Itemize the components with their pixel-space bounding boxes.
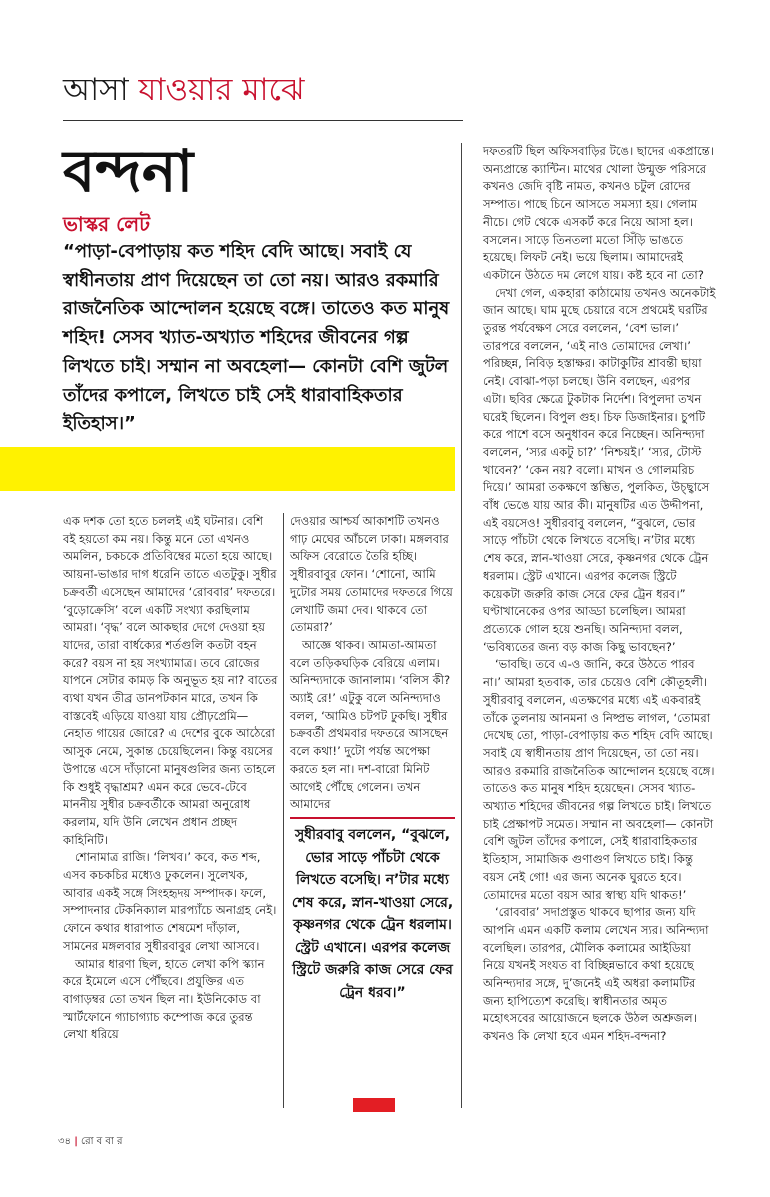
article-title: বন্দনা bbox=[63, 137, 194, 205]
paragraph: ‘ভাবছি। তবে এ-ও জানি, করে উঠতে পারব না।’ আমরা হতবাক, তার চেয়েও বেশি কৌতূহলী। সুধীরবাবু বললেন, এতক্ষণের মধ্যে এই একবারই তাঁকে তুলনায় আনমনা ও নিষ্প্রভ লাগল, ‘তোমরা দেখেছ তো, পাড়া-বেপাড়ায় কত শহিদ বেদি আছে। সবাই যে স্বাধীনতায় প্রাণ দিয়েছেন, তা তো নয়। আরও রকমারি রাজনৈতিক আন্দোলন হয়েছে বঙ্গে। তাতেও কত মানুষ শহিদ হয়েছেন। সেসব খ্যাত-অখ্যাত শহিদের জীবনের গল্প লিখতে চাই। লিখতে চাই প্রেক্ষাপট সমেত। সম্মান না অবহেলা— কোনটা বেশি জুটল তাঁদের কপালে, সেই ধারাবাহিকতার ইতিহাস, সামাজিক গুণাগুণ লিখতে চাই। কিন্তু বয়স নেই গো! এর জন্য অনেক ঘুরতে হবে। তোমাদের মতো বয়স আর স্বাস্থ্য যদি থাকত!’ bbox=[483, 657, 715, 902]
paragraph: আমার ধারণা ছিল, হাতে লেখা কপি স্ক্যান করে ইমেলে এসে পৌঁছবে। প্রযুক্তির এত বাগাড়ম্বর তো তখন ছিল না। ইউনিকোড বা স্মার্টফোনে গ্যাচাগ্যাচ কম্পোজ করে তুরন্ত লেখা ধরিয়ে bbox=[63, 956, 265, 1042]
pull-quote-rule bbox=[290, 817, 455, 819]
column-divider bbox=[461, 143, 462, 1108]
section-rule bbox=[63, 120, 463, 121]
article-deck: “পাড়া-বেপাড়ায় কত শহিদ বেদি আছে। সবাই যে স্বাধীনতায় প্রাণ দিয়েছেন তা তো নয়। আরও রকমারি রাজনৈতিক আন্দোলন হয়েছে বঙ্গে। তাতেও কত মানুষ শহিদ! সেসব খ্যাত-অখ্যাত শহিদের জীবনের গল্প লিখতে চাই। সম্মান না অবহেলা— কোনটা বেশি জুটল তাঁদের কপালে, লিখতে চাই সেই ধারাবাহিকতার ইতিহাস।” bbox=[63, 241, 450, 435]
paragraph: দফতরটি ছিল অফিসবাড়ির টঙে। ছাদের একপ্রান্তে। অন্যপ্রান্তে ক্যান্টিন। মাথের খোলা উন্মুক্ত পরিসরে কখনও জেদি বৃষ্টি নামত, কখনও চটুল রোদের সম্পাত। পাছে চিনে আসতে সমস্যা হয়। গেলাম নীচে। গেট থেকে এসকর্ট করে নিয়ে আসা হল। বসলেন। সাড়ে তিনতলা মতো সিঁড়ি ভাঙতে হয়েছে। লিফট নেই। ভয়ে ছিলাম। আমাদেরই একটানে উঠতে দম লেগে যায়। কষ্ট হবে না তো? bbox=[483, 144, 714, 282]
yellow-band bbox=[0, 447, 455, 491]
paragraph: ‘রোববার’ সদাপ্রস্তুত থাকবে ছাপার জন্য যদি আপনি এমন একটি কলাম লেখেন স্যর। অনিন্দ্যদা বলেছিল। তারপর, মৌলিক কলামের আইডিয়া নিয়ে যখনই সংযত বা বিচ্ছিন্নভাবে কথা হয়েছে অনিন্দ্যদার সঙ্গে, দু’জনেই এই অধরা কলামটির জন্য হাপিত্যেশ করেছি। স্বাধীনতার অমৃত মহোৎসবের আয়োজনে ছলকে উঠল অশ্রুজল। কখনও কি লেখা হবে এমন শহিদ-বন্দনা? bbox=[483, 905, 709, 1044]
pull-quote: সুধীরবাবু বললেন, “বুঝলে, ভোর সাড়ে পাঁচটা থেকে লিখতে বসেছি। ন’টার মধ্যে শেষ করে, স্নান-খাওয়া সেরে, কৃষ্ণনগর থেকে ট্রেন ধরলাম। স্ট্রেট এখানে। এরপর কলেজ স্ট্রিটে জরুরি কাজ সেরে ফের ট্রেন ধরব।” bbox=[291, 827, 454, 1001]
section-title bbox=[63, 70, 304, 110]
paragraph: এক দশক তো হতে চললই এই ঘটনার। বেশি বই হয়তো কম নয়। কিন্তু মনে তো এখনও অমলিন, চকচকে প্রতিবিম্বের মতো হয়ে আছে। আয়না-ভাঙার দাগ ধরেনি তাতে এতটুকু। সুধীর চক্রবর্তী এসেছেন আমাদের ‘রোববার’ দফতরে। ‘বুড়োক্রেসি’ বলে একটি সংখ্যা করছিলাম আমরা। ‘বৃদ্ধ’ বলে আকছার দেগে দেওয়া হয় যাদের, তারা বার্ধক্যের শর্তগুলি কতটা বহন করে? বয়স না হয় সংখ্যামাত্র। তবে রোজের যাপনে সেটার কামড় কি অনুভূত হয় না? বাতের ব্যথা যখন তীব্র ডানপটকান মারে, তখন কি বাস্তবেই এড়িয়ে যাওয়া যায় প্রৌঢ়প্রেমি— নেহাত গায়ের জোরে? এ দেশের বুকে আঠেরো আসুক নেমে, সুকান্ত চেয়েছিলেন। কিন্তু বয়সের উপান্তে এসে দাঁড়ানো মানুষগুলির জন্য তাহলে কি শুধুই বৃদ্ধাশ্রম? এমন করে ভেবে-টেবে মাননীয় সুধীর চক্রবর্তীকে আমরা অনুরোধ করলাম, যদি উনি লেখেন প্রধান প্রচ্ছদ কাহিনিটি। bbox=[63, 514, 278, 847]
paragraph: শোনামাত্র রাজি। ‘লিখব।’ কবে, কত শব্দ, এসব কচকচির মধ্যেও ঢুকলেন। সুলেখক, আবার একই সঙ্গে সিংহহৃদয় সম্পাদক। ফলে, সম্পাদনার টেকনিক্যাল মারপ্যাঁচে অনাগ্রহ নেই। ফোনে কথার ধারাপাত শেষমেশ দাঁড়াল, সামনের মঙ্গলবার সুধীরবাবুর লেখা আসবে। bbox=[63, 850, 277, 953]
paragraph: দেখা গেল, একহারা কাঠামোয় তখনও অনেকটাই জান আছে। ঘাম মুছে চেয়ারে বসে প্রথমেই ঘরটির তুরন্ত পর্যবেক্ষণ সেরে বললেন, ‘বেশ ভাল।’ তারপরে বললেন, ‘এই নাও তোমাদের লেখা।’ পরিচ্ছন্ন, নিবিড় হস্তাক্ষর। কাটাকুটির শ্রাবন্তী ছায়া নেই। বোঝা-পড়া চলছে। উনি বলছেন, এরপর এটা। ছবির ক্ষেত্রে টুকটাক নির্দেশ। বিপুলদা তখন ঘরেই ছিলেন। বিপুল গুহ। চিফ ডিজাইনার। চুপটি করে পাশে বসে অনুধাবন করে নিচ্ছেন। অনিন্দ্যদা বললেন, ‘স্যর একটু চা?’ ‘নিশ্চয়ই।’ ‘স্যর, টোস্ট খাবেন?’ ‘কেন নয়? বলো। মাখন ও গোলমরিচ দিয়ে।’ আমরা তকক্ষণে স্তম্ভিত, পুলকিত, উচ্ছ্বাসে বাঁধ ভেঙে যায় আর কী। মানুষটির এত উদ্দীপনা, এই বয়সেও! সুধীরবাবু বললেন, “বুঝলে, ভোর সাড়ে পাঁচটা থেকে লিখতে বসেছি। ন’টার মধ্যে শেষ করে, স্নান-খাওয়া সেরে, কৃষ্ণনগর থেকে ট্রেন ধরলাম। স্ট্রেট এখানে। এরপর কলেজ স্ট্রিটে কয়েকটা জরুরি কাজ সেরে ফের ট্রেন ধরব।” ঘণ্টাখানেকের ওপর আড্ডা চলেছিল। আমরা প্রত্যেকে গোল হয়ে শুনছি। অনিন্দ্যদা বলল, ‘ভবিষ্যতের জন্য বড় কাজ কিছু ভাবছেন?’ bbox=[483, 285, 716, 654]
section-title-part1: আসা bbox=[63, 72, 129, 108]
author-byline: ভাস্কর লেট bbox=[63, 212, 150, 236]
page-footer bbox=[58, 1134, 123, 1151]
page-number: ৩৪ bbox=[58, 1136, 71, 1147]
column-left bbox=[63, 513, 278, 1044]
column-right bbox=[483, 143, 716, 1046]
paragraph: আজ্ঞে থাকব। আমতা-আমতা বলে তড়িকঘড়িক বেরিয়ে এলাম। অনিন্দ্যদাকে জানালাম। ‘বলিস কী? অ্যাই রে!’ এটুকু বলে অনিন্দ্যদাও বলল, ‘আমিও চটপট ঢুকছি। সুধীর চক্রবর্তী প্রথমবার দফতরে আসছেন বলে কথা!’ দুটো পর্যন্ত অপেক্ষা করতে হল না। দশ-বারো মিনিট আগেই পৌঁছে গেলেন। তখন আমাদের bbox=[290, 637, 451, 812]
column-divider bbox=[283, 513, 284, 1108]
paragraph: দেওয়ার আশ্চর্য আকাশটি তখনও গাঢ় মেঘের আঁচলে ঢাকা। মঙ্গলবার অফিস বেরোতে তৈরি হচ্ছি। সুধীরবাবুর ফোন। ‘শোনো, আমি দুটোর সময় তোমাদের দফতরে গিয়ে লেখাটি জমা দেব। থাকবে তো তোমরা?’ bbox=[290, 514, 453, 635]
column-middle bbox=[290, 513, 455, 814]
section-title-part2: যাওয়ার মাঝে bbox=[138, 72, 305, 108]
pull-quote-bar bbox=[353, 1098, 395, 1112]
publication-name: রো ব বা র bbox=[81, 1136, 123, 1147]
footer-separator: | bbox=[74, 1136, 78, 1147]
